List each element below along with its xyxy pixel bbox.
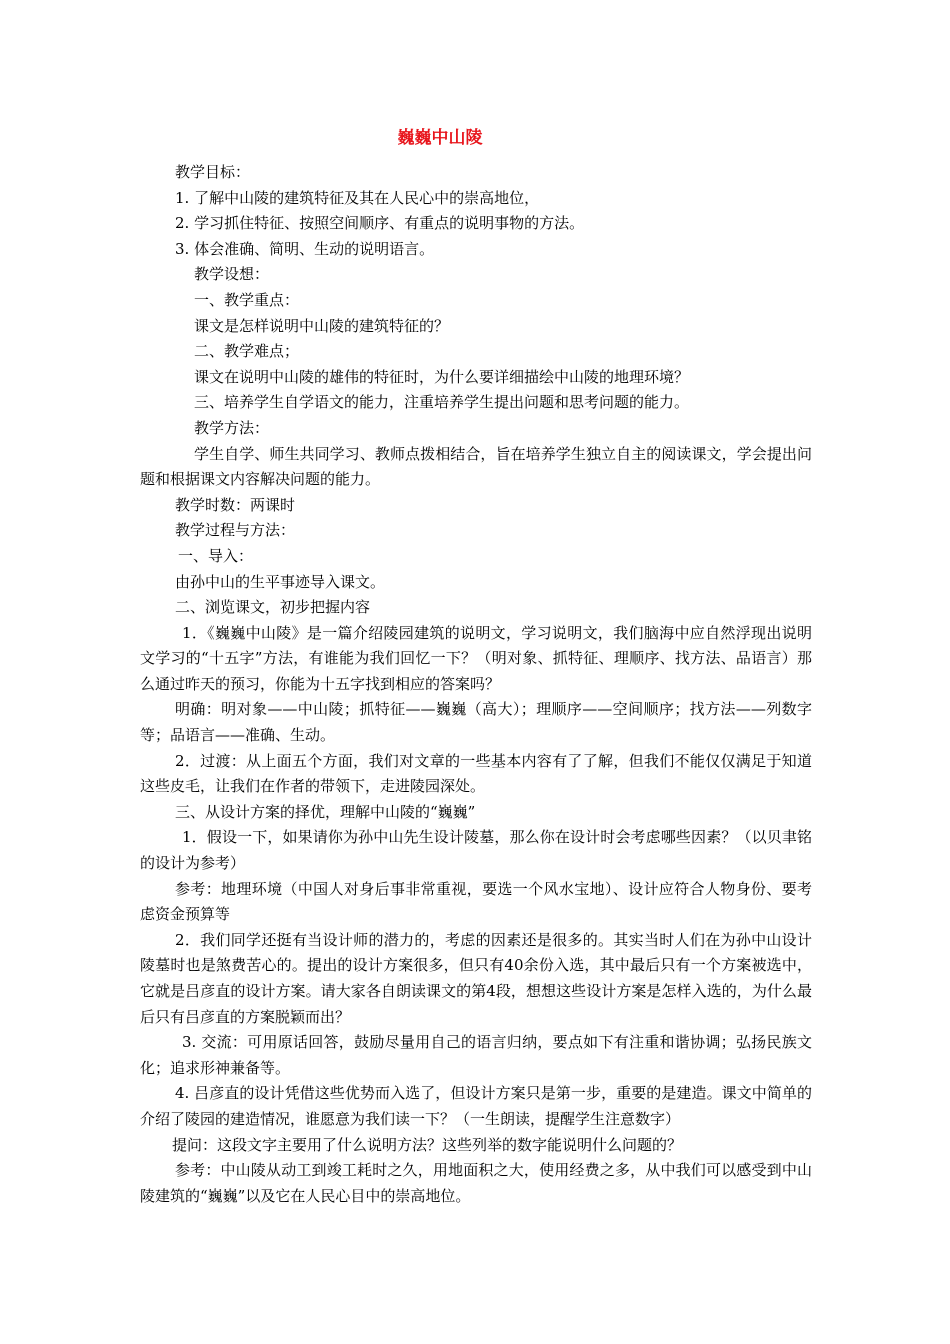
paragraph: 明确：明对象——中山陵；抓特征——巍巍（高大）；理顺序——空间顺序；找方法——列数字等；品语言——准确、生动。 (140, 700, 812, 745)
paragraph: 二、浏览课文，初步把握内容 (175, 598, 371, 617)
paragraph: 教学方法： (194, 418, 270, 437)
paragraph: 2．我们同学还挺有当设计师的潜力的，考虑的因素还是很多的。其实当时人们在为孙中山设计陵墓时也是煞费苦心的。提出的设计方案很多，但只有40余份入选，其中最后只有一个方案被选中，它就是吕彦直的设计方案。请大家各自朗读课文的第4段，想想这些设计方案是怎样入选的，为什么最后只有吕彦直的方案脱颖而出？ (140, 930, 812, 1026)
paragraph: 教学目标： (175, 163, 251, 181)
paragraph: 课文是怎样说明中山陵的建筑特征的？ (194, 316, 450, 335)
paragraph: 三、培养学生自学语文的能力，注重培养学生提出问题和思考问题的能力。 (194, 393, 690, 412)
paragraph: 由孙中山的生平事迹导入课文。 (175, 572, 386, 591)
paragraph: 3. 体会准确、简明、生动的说明语言。 (175, 239, 435, 258)
paragraph: 课文在说明中山陵的雄伟的特征时，为什么要详细描绘中山陵的地理环境？ (194, 367, 690, 386)
paragraph: 1．假设一下，如果请你为孙中山先生设计陵墓，那么你在设计时会考虑哪些因素？（以贝聿铭的设计为参考） (140, 828, 812, 873)
paragraph: 2．过渡：从上面五个方面，我们对文章的一些基本内容有了了解，但我们不能仅仅满足于知道这些皮毛，让我们在作者的带领下，走进陵园深处。 (140, 751, 812, 796)
paragraph: 一、导入： (178, 546, 254, 565)
paragraph: 2. 学习抓住特征、按照空间顺序、有重点的说明事物的方法。 (175, 214, 585, 233)
paragraph: 参考：地理环境（中国人对身后事非常重视，要选一个风水宝地）、设计应符合人物身份、要考虑资金预算等 (140, 879, 812, 924)
paragraph: 提问：这段文字主要用了什么说明方法？这些列举的数字能说明什么问题的？ (172, 1135, 683, 1154)
paragraph: 三、从设计方案的择优，理解中山陵的“巍巍” (175, 802, 476, 821)
paragraph: 4. 吕彦直的设计凭借这些优势而入选了，但设计方案只是第一步，重要的是建造。课文中简单的介绍了陵园的建造情况，谁愿意为我们读一下？（一生朗读，提醒学生注意数字） (140, 1084, 812, 1128)
paragraph: 3. 交流：可用原话回答，鼓励尽量用自己的语言归纳，要点如下有注重和谐协调；弘扬民族文化；追求形神兼备等。 (140, 1033, 812, 1077)
document-title: 巍巍中山陵 (397, 128, 483, 148)
paragraph: 一、教学重点： (194, 290, 300, 309)
document-body (140, 160, 812, 1209)
paragraph: 教学设想： (194, 265, 270, 284)
paragraph: 教学过程与方法： (175, 521, 296, 540)
paragraph: 教学时数：两课时 (175, 495, 296, 514)
paragraph: 学生自学、师生共同学习、教师点拨相结合，旨在培养学生独立自主的阅读课文，学会提出问题和根据课文内容解决问题的能力。 (140, 444, 812, 489)
paragraph: 1．《巍巍中山陵》是一篇介绍陵园建筑的说明文，学习说明文，我们脑海中应自然浮现出说明文学习的“十五字”方法，有谁能为我们回忆一下？（明对象、抓特征、理顺序、找方法、品语言）那么通过昨天的预习，你能为十五字找到相应的答案吗？ (140, 623, 812, 693)
paragraph: 二、教学难点； (194, 342, 300, 361)
paragraph: 参考：中山陵从动工到竣工耗时之久，用地面积之大，使用经费之多，从中我们可以感受到中山陵建筑的“巍巍”以及它在人民心目中的崇高地位。 (140, 1161, 812, 1205)
paragraph: 1. 了解中山陵的建筑特征及其在人民心中的崇高地位， (175, 188, 540, 207)
